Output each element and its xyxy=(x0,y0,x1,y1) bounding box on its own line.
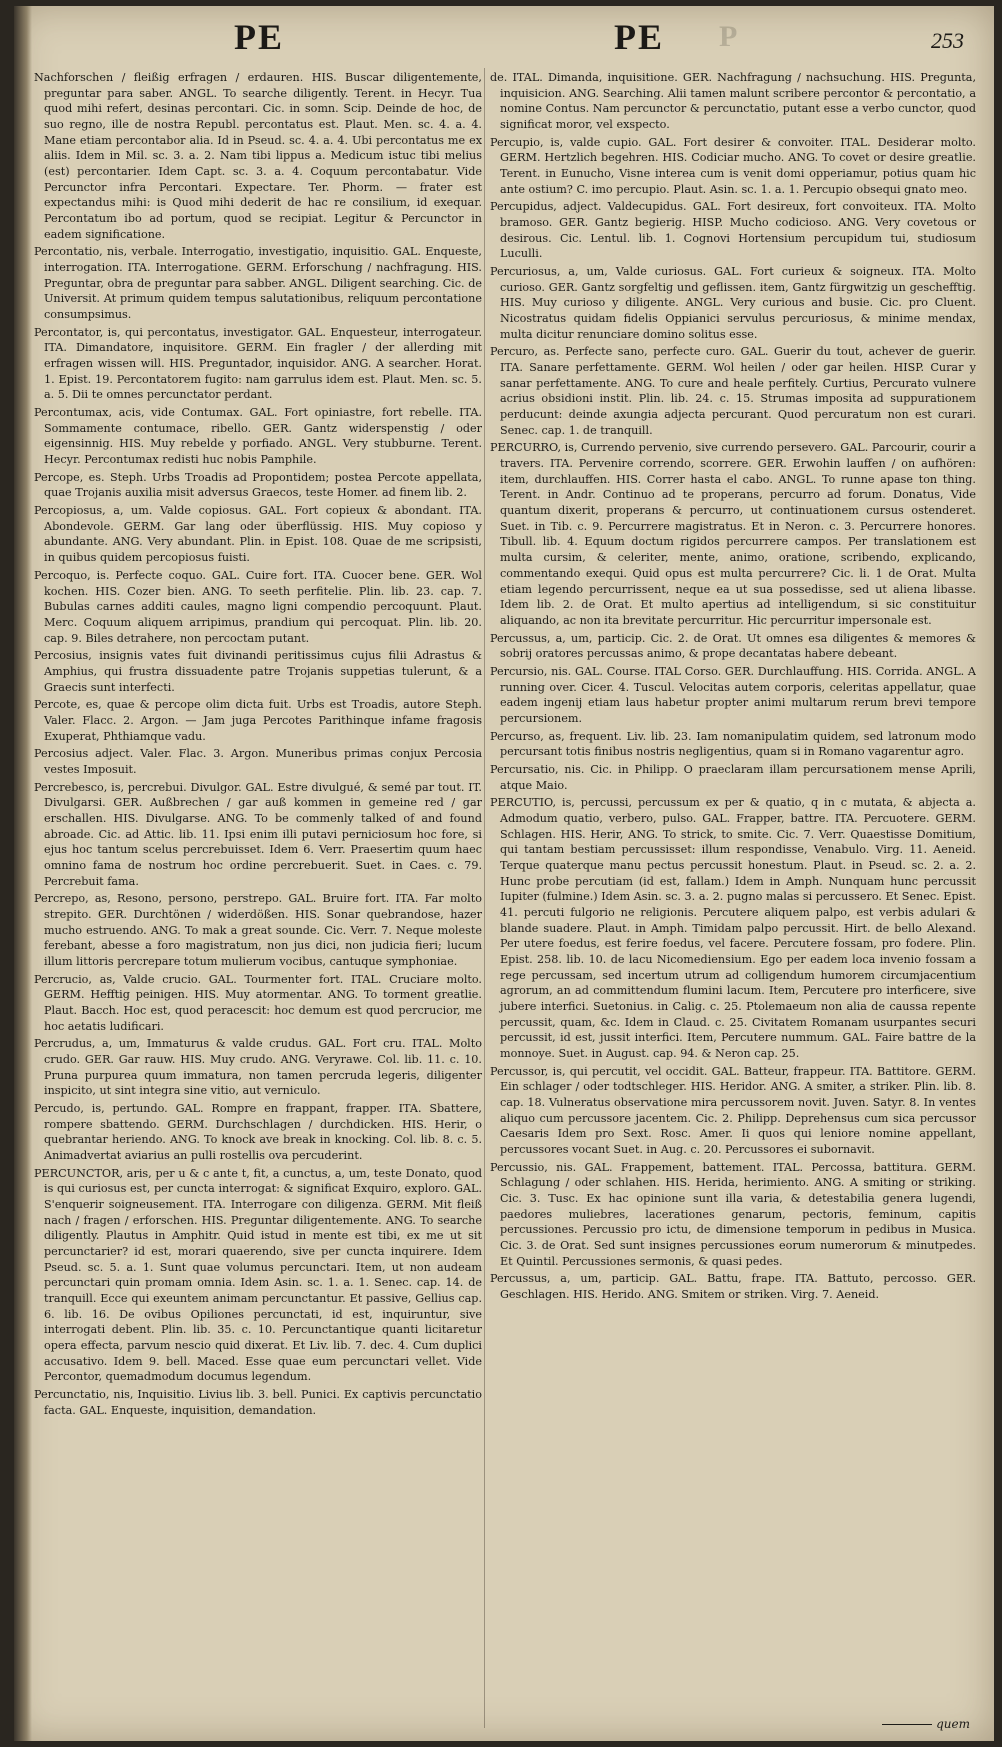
page-number: 253 xyxy=(931,28,964,53)
page-binding-shadow xyxy=(14,6,32,1741)
dictionary-entry: Percussus, a, um, particip. Cic. 2. de Orat. Ut omnes esa diligentes & memores & sobrij oratores percussas animo, & prope decantatas habere debeant. xyxy=(490,631,976,661)
dictionary-entry: Percrudus, a, um, Immaturus & valde crudus. GAL. Fort cru. ITAL. Molto crudo. GER. Gar rauw. HIS. Muy crudo. ANG. Veryrawe. Col. lib. 11. c. 10. Pruna purpurea quum immatura, non tamen percruda legeris, diligenter inspicito, ut sint integra sine vitio, aut verniculo. xyxy=(34,1037,482,1098)
dictionary-entry: Percosius, insignis vates fuit divinandi peritissimus cujus filii Adrastus & Amphius, qui frustra dissuadente patre Trojanis suppetias tulerunt, & a Graecis sunt interfecti. xyxy=(34,649,482,694)
dictionary-entry: Percrepo, as, Resono, persono, perstrepo. GAL. Bruire fort. ITA. Far molto strepito. GER. Durchtönen / widerdößen. HIS. Sonar quebrandose, hazer mucho estruendo. ANG. To mak a great sounde. Cic. Verr. 7. Neque moleste ferebant, abesse a foro magistratum, non jus dici, non judicia fieri; lucum illum littoris percrepare totum mulierum vocibus, cantuque symphoniae. xyxy=(34,892,482,968)
dictionary-entry: Percuro, as. Perfecte sano, perfecte curo. GAL. Guerir du tout, achever de guerir. ITA. Sanare perfettamente. GERM. Wol heilen / oder gar heilen. HISP. Curar y sanar perfettamente. ANG. To cure and heale perfitely. Curtius, Percurato vulnere acrius obsidioni instit. Plin. lib. 24. c. 15. Strumas imposita ad suppurationem perducunt: deinde axungia adjecta percurant. Quod percuratum non est curari. Senec. cap. 1. de tranquill. xyxy=(490,345,976,437)
dictionary-entry: Percupio, is, valde cupio. GAL. Fort desirer & convoiter. ITAL. Desiderar molto. GERM. Hertzlich begehren. HIS. Codiciar mucho. ANG. To covet or desire greatlie. Terent. in Eunucho, Visne interea cum is venit domi opperiamur, potius quam hic ante ostium? C. imo percupio. Plaut. Asin. sc. 1. a. 1. Percupio obsequi gnato meo. xyxy=(490,135,976,196)
dictionary-entry: de. ITAL. Dimanda, inquisitione. GER. Nachfragung / nachsuchung. HIS. Pregunta, inquisicion. ANG. Searching. Alii tamen malunt scribere percontor & percontatio, a nomine Contus. Nam percunctor & percunctatio, putant esse a verbo cunctor, quod significat moror, vel exspecto. xyxy=(490,71,976,132)
catchword: quem xyxy=(882,1717,970,1731)
dictionary-entry: PERCURRO, is, Currendo pervenio, sive currendo persevero. GAL. Parcourir, courir a travers. ITA. Pervenire correndo, scorrere. GER. Erwohin lauffen / on aufhören: item, durchlauffen. HIS. Correr hasta el cabo. ANGL. To runne apase ton thing. Terent. in Andr. Continuo ad te properans, percurro ad forum. Donatus, Vide quantum dixerit, properans & percurro, ut continuationem cursus ostenderet. Suet. in Tib. c. 9. Percurrere magistratus. Et in Neron. c. 3. Percurrere honores. Tibull. lib. 4. Equum doctum rigidos percurrere campos. Per translationem est multa cursim, & celeriter, mente, animo, oratione, scribendo, explicando, commentando exequi. Quid opus est multa percurrere? Cic. li. 1 de Orat. Multa etiam legendo percurrissent, neque ea ut sua possedisse, sed ut aliena libasse. Idem lib. 2. de Orat. Et multo apertius ad intelligendum, si sic constituitur aliquando, ac non ita brevitate percurritur. Hic percurritur impersonale est. xyxy=(490,441,976,627)
dictionary-entry: Percunctatio, nis, Inquisitio. Livius lib. 3. bell. Punici. Ex captivis percunctatio facta. GAL. Enqueste, inquisition, demandation. xyxy=(34,1388,482,1417)
dictionary-entry: Percursio, nis. GAL. Course. ITAL Corso. GER. Durchlauffung. HIS. Corrida. ANGL. A running over. Cicer. 4. Tuscul. Velocitas autem corporis, celeritas appellatur, quae eadem ingenij etiam laus habetur propter animi multarum rerum brevi tempore percursionem. xyxy=(490,664,976,725)
dictionary-entry: PERCUNCTOR, aris, per u & c ante t, fit, a cunctus, a, um, teste Donato, quod is qui curiosus est, per cuncta interrogat: & significat Exquiro, exploro. GAL. S'enquerir soigneusement. ITA. Interrogare con diligenza. GERM. Mit fleiß nach / fragen / erforschen. HIS. Preguntar diligentemente. ANG. To searche diligently. Plautus in Amphitr. Quid istud in mente est tibi, ex me ut sit percunctarier? id est, morari quaerendo, sive per cuncta inquirere. Idem Pseud. sc. 5. a. 1. Sunt quae volumus percunctari. Item, ut non audeam percunctari quin promam omnia. Idem Asin. sc. 1. a. 1. Senec. cap. 14. de tranquill. Ecce qui exeuntem animam percunctantur. Et passive, Gellius cap. 6. lib. 16. De ovibus Opiliones percunctati, id est, inquiruntur, sive interrogati debent. Plin. lib. 35. c. 10. Percunctantique quanti licitaretur opera effecta, parvum nescio quid dixerat. Et Liv. lib. 7. dec. 4. Cum duplici accusativo. Idem 9. bell. Maced. Esse quae eum percunctari vellet. Vide Percontor, quemadmodum documus legendum. xyxy=(34,1166,482,1384)
dictionary-entry: Percontatio, nis, verbale. Interrogatio, investigatio, inquisitio. GAL. Enqueste, interrogation. ITA. Interrogatione. GERM. Erforschung / nachfragung. HIS. Preguntar, obra de preguntar para sabber. ANGL. Diligent searching. Cic. de Universit. At primum quidem tempus salutationibus, reliquum percontatione consumpsimus. xyxy=(34,245,482,322)
column-divider xyxy=(484,68,485,1728)
dictionary-entry: Percuriosus, a, um, Valde curiosus. GAL. Fort curieux & soigneux. ITA. Molto curioso. GER. Gantz sorgfeltig und geflissen. item, Gantz fürgwitzig un geschefftig. HIS. Muy curioso y diligente. ANGL. Very curious and busie. Cic. pro Cluent. Nicostratus quidam fidelis Oppianici servulus percuriosus, & minime mendax, multa dicitur renunciare domino solitus esse. xyxy=(490,265,976,341)
dictionary-entry: Percursatio, nis. Cic. in Philipp. O praeclaram illam percursationem mense Aprili, atque Maio. xyxy=(490,762,976,792)
running-head-right: PE xyxy=(614,17,665,57)
left-column xyxy=(34,70,482,1710)
dictionary-entry: Percussor, is, qui percutit, vel occidit. GAL. Batteur, frappeur. ITA. Battitore. GERM. Ein schlager / oder todtschleger. HIS. Heridor. ANG. A smiter, a striker. Plin. lib. 8. cap. 18. Vulneratus observatione mira percussorem novit. Juven. Satyr. 8. In ventes aliquo cum percussore jacentem. Cic. 2. Philipp. Deprehensus cum sica percussor Caesaris Idem pro Sext. Rosc. Amer. Ii quos qui leniore nomine appellant, percussores vocant Suet. in Aug. c. 20. Percussores ei subornavit. xyxy=(490,1064,976,1157)
dictionary-entry: Percupidus, adject. Valdecupidus. GAL. Fort desireux, fort convoiteux. ITA. Molto bramoso. GER. Gantz begierig. HISP. Mucho codicioso. ANG. Very covetous or desirous. Cic. Lentul. lib. 1. Cognovi Hortensium percupidum tui, studiosum Luculli. xyxy=(490,200,976,261)
dictionary-entry: Percurso, as, frequent. Liv. lib. 23. Iam nomanipulatim quidem, sed latronum modo percursant totis finibus nostris negligentius, quam si in Romano vagarentur agro. xyxy=(490,729,976,759)
dictionary-entry: Percontator, is, qui percontatus, investigator. GAL. Enquesteur, interrogateur. ITA. Dimandatore, inquisitore. GERM. Ein fragler / der allerding mit erfragen wissen will. HIS. Preguntador, inquisidor. ANG. A searcher. Horat. 1. Epist. 19. Percontatorem fugito: nam garrulus idem est. Plaut. Men. sc. 5. a. 5. Dii te omnes percunctator perdant. xyxy=(34,325,482,402)
dictionary-entry: Percudo, is, pertundo. GAL. Rompre en frappant, frapper. ITA. Sbattere, rompere sbattendo. GERM. Durchschlagen / durchdicken. HIS. Herir, o quebrantar heriendo. ANG. To knock ave break in knocking. Col. lib. 8. c. 5. Animadvertat aviarius an pulli rostellis ova percuderint. xyxy=(34,1102,482,1163)
dictionary-entry: Percussus, a, um, particip. GAL. Battu, frape. ITA. Battuto, percosso. GER. Geschlagen. HIS. Herido. ANG. Smitem or striken. Virg. 7. Aeneid. xyxy=(490,1272,976,1302)
right-column xyxy=(490,70,976,1710)
dictionary-entry: Percontumax, acis, vide Contumax. GAL. Fort opiniastre, fort rebelle. ITA. Sommamente contumace, ribello. GER. Gantz widerspenstig / oder eigensinnig. HIS. Muy rebelde y porfiado. ANGL. Very stubburne. Terent. Hecyr. Percontumax redisti huc nobis Pamphile. xyxy=(34,406,482,467)
dictionary-entry: Percosius adject. Valer. Flac. 3. Argon. Muneribus primas conjux Percosia vestes Imposuit. xyxy=(34,747,482,776)
dictionary-entry: Percussio, nis. GAL. Frappement, battement. ITAL. Percossa, battitura. GERM. Schlagung / oder schlahen. HIS. Herida, herimiento. ANG. A smiting or striking. Cic. 3. Tusc. Ex hac opinione sunt illa varia, & detestabilia genera lugendi, paedores muliebres, lacerationes genarum, pectoris, feminum, capitis percussiones. Percussio pro ictu, de dimensione temporum in pedibus in Musica. Cic. 3. de Orat. Sed sunt insignes percussiones eorum numerorum & minutpedes. Et Quintil. Percussiones sermonis, & quasi pedes. xyxy=(490,1160,976,1268)
dictionary-entry: PERCUTIO, is, percussi, percussum ex per & quatio, q in c mutata, & abjecta a. Admodum quatio, verbero, pulso. GAL. Frapper, battre. ITA. Percuotere. GERM. Schlagen. HIS. Herir, ANG. To strick, to smite. Cic. 7. Verr. Quaestisse Domitium, qui tantam bestiam percussisset: illum respondisse, Venabulo. Virg. 11. Aeneid. Terque quaterque manu pectus percussit honestum. Plaut. in Pseud. sc. 2. a. 2. Hunc probe percutiam (id est, fallam.) Idem in Amph. Nunquam hunc percussit Iupiter (fulmine.) Idem Asin. sc. 3. a. 2. pugno malas si percussero. Et Senec. Epist. 41. percuti fulgorio ne religionis. Percutere aliquem palpo, est verbis adulari & blande suadere. Plaut. in Amph. Timidam palpo percussit. Hirt. de bello Alexand. Per utere foedus, est ferire foedus, vel facere. Percutere fossam, pro fodere. Plin. Epist. 258. lib. 10. de lacu Nicomediensium. Ego per eadem loca invenio fossam a rege percussam, sed incertum utrum ad colligendum humorem circumjacentium agrorum, an ad committendum flumini lacum. Item, Percutere pro interficere, sive jubere interfici. Suetonius. in Calig. c. 25. Ptolemaeum non alia de caussa repente percussit, quam, &c. Idem in Claud. c. 25. Civitatem Romanam usurpantes securi percussit, id est, jussit interfici. Item, Percutere nummum. GAL. Faire battre de la monnoye. Suet. in August. cap. 94. & Neron cap. 25. xyxy=(490,796,976,1060)
running-head-left: PE xyxy=(234,17,285,57)
bleed-through-text: P xyxy=(719,20,742,53)
book-page xyxy=(14,6,994,1741)
dictionary-entry: Percrucio, as, Valde crucio. GAL. Tourmenter fort. ITAL. Cruciare molto. GERM. Hefftig peinigen. HIS. Muy atormentar. ANG. To torment greatlie. Plaut. Bacch. Hoc est, quod peracescit: hoc demum est quod percrucior, me hoc aetatis ludificari. xyxy=(34,972,482,1033)
dictionary-entry: Percoquo, is. Perfecte coquo. GAL. Cuire fort. ITA. Cuocer bene. GER. Wol kochen. HIS. Cozer bien. ANG. To seeth perfitelie. Plin. lib. 23. cap. 7. Bubulas carnes additi caules, magno ligni compendio percoquunt. Plaut. Merc. Coquum aliquem arripimus, prandium qui percoquat. Plin. lib. 20. cap. 9. Biles detrahere, non percoctam putant. xyxy=(34,568,482,645)
dictionary-entry: Percote, es, quae & percope olim dicta fuit. Urbs est Troadis, autore Steph. Valer. Flacc. 2. Argon. — Jam juga Percotes Parithinque infame fragosis Exuperat, Phthiamque vadu. xyxy=(34,698,482,743)
dictionary-entry: Percopiosus, a, um. Valde copiosus. GAL. Fort copieux & abondant. ITA. Abondevole. GERM. Gar lang oder überflüssig. HIS. Muy copioso y abundante. ANG. Very abundant. Plin. in Epist. 108. Quae de me scripsisti, in quibus quidem percopiosus fuisti. xyxy=(34,504,482,565)
dictionary-entry: Percope, es. Steph. Urbs Troadis ad Propontidem; postea Percote appellata, quae Trojanis auxilia misit adversus Graecos, teste Homer. ad finem lib. 2. xyxy=(34,470,482,500)
dictionary-entry: Nachforschen / fleißig erfragen / erdauren. HIS. Buscar diligentemente, preguntar para saber. ANGL. To searche diligently. Terent. in Hecyr. Tua quod mihi refert, desinas percontari. Cic. in somn. Scip. Deinde de hoc, de suo regno, ille de nostra Republ. percontatus est. Plaut. Men. sc. 4. a. 4. Mane etiam percontabor alia. Id in Pseud. sc. 4. a. 4. Ubi percontatus me ex aliis. Idem in Mil. sc. 3. a. 2. Nam tibi lippus a. Medicum istuc tibi melius (est) percontarier. Idem Capt. sc. 3. a. 4. Coquum percontabatur. Vide Percunctor infra Percontari. Expectare. Ter. Phorm. — frater est expectandus mihi: is Quod mihi dederit de hac re consilium, id exequar. Percontatum ibo ad portum, quod se recipiat. Legitur & Percunctor in eadem significatione. xyxy=(34,71,482,241)
dictionary-entry: Percrebesco, is, percrebui. Divulgor. GAL. Estre divulgué, & semé par tout. IT. Divulgarsi. GER. Außbrechen / gar auß kommen in gemeine red / gar erschallen. HIS. Divulgarse. ANG. To be commenly talked of and found abroade. Cic. ad Attic. lib. 11. Ipsi enim illi putavi perniciosum hoc fore, si ejus hoc tantum scelus percrebuisset. Idem 6. Verr. Praesertim quum haec omnino fama de nostrum hoc ordine percrebuerit. Suet. in Caes. c. 79. Percrebuit fama. xyxy=(34,780,482,888)
